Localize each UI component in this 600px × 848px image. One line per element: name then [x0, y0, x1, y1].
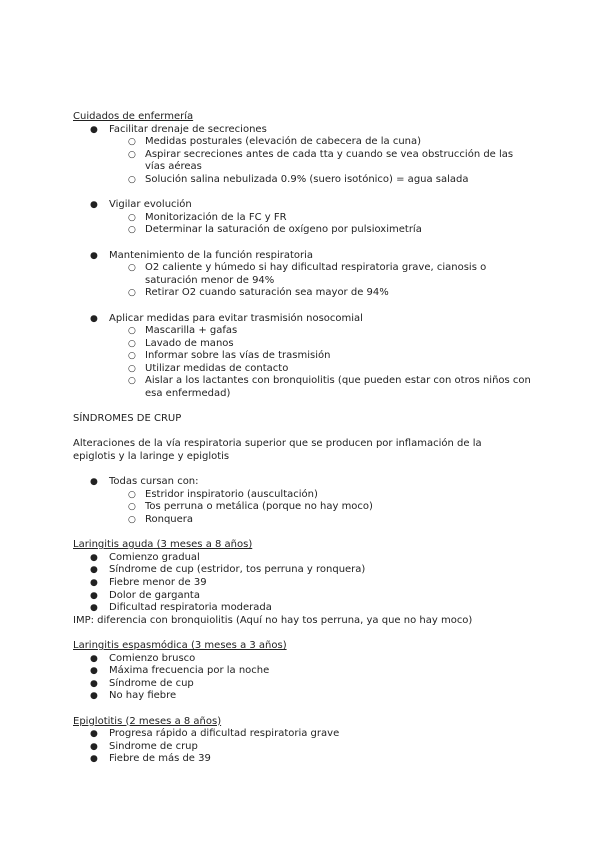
circle-bullet-icon: ○	[128, 326, 136, 337]
bullet-icon: ●	[90, 741, 98, 752]
list-item: ● Comienzo brusco	[90, 652, 196, 664]
list-item: ○ Aislar a los lactantes con bronquiolitis (que pueden estar con otros niños con esa enfermedad)	[128, 375, 531, 400]
list-item: ○ Utilizar medidas de contacto	[128, 362, 289, 374]
circle-bullet-icon: ○	[128, 338, 136, 349]
bullet-icon: ●	[90, 691, 98, 702]
list-item: ○ Tos perruna o metálica (porque no hay moco)	[128, 501, 373, 513]
circle-bullet-icon: ○	[128, 174, 136, 185]
list-item: ● Síndrome de cup	[90, 677, 194, 689]
bullet-icon: ●	[90, 200, 98, 211]
bullet-icon: ●	[90, 653, 98, 664]
circle-bullet-icon: ○	[128, 263, 136, 274]
circle-bullet-icon: ○	[128, 351, 136, 362]
document-page	[73, 111, 533, 766]
list-item: ● Mantenimiento de la función respiratoria	[90, 249, 314, 261]
important-note: IMP: diferencia con bronquiolitis (Aquí no hay tos perruna, ya que no hay moco)	[73, 614, 473, 626]
bullet-icon: ●	[90, 250, 98, 261]
list-item: ○ Lavado de manos	[128, 337, 234, 349]
list-item: ○ Monitorización de la FC y FR	[128, 211, 287, 223]
circle-bullet-icon: ○	[128, 149, 136, 160]
bullet-icon: ●	[90, 477, 98, 488]
circle-bullet-icon: ○	[128, 502, 136, 513]
section-title-laringitis-aguda: Laringitis aguda (3 meses a 8 años)	[73, 539, 253, 551]
section-title-crup: SÍNDROMES DE CRUP	[73, 413, 182, 425]
bullet-icon: ●	[90, 754, 98, 765]
list-item: ○ O2 caliente y húmedo si hay dificultad respiratoria grave, cianosis o saturación menor de 94%	[128, 262, 487, 286]
circle-bullet-icon: ○	[128, 489, 136, 500]
circle-bullet-icon: ○	[128, 225, 136, 236]
list-item: ● Vigilar evolución	[90, 199, 192, 211]
list-item: ● Fiebre menor de 39	[90, 576, 207, 588]
bullet-icon: ●	[90, 552, 98, 563]
circle-bullet-icon: ○	[128, 137, 136, 148]
list-item: ○ Estridor inspiratorio (auscultación)	[128, 488, 318, 500]
list-item: ● Todas cursan con:	[90, 476, 199, 488]
circle-bullet-icon: ○	[128, 288, 136, 299]
list-item: ● Facilitar drenaje de secreciones	[90, 123, 267, 135]
list-item: ● Sindrome de crup	[90, 740, 198, 752]
bullet-icon: ●	[90, 313, 98, 324]
circle-bullet-icon: ○	[128, 515, 136, 525]
list-item: ○ Aspirar secreciones antes de cada tta y cuando se vea obstrucción de las vías aéreas	[128, 148, 514, 173]
circle-bullet-icon: ○	[128, 363, 136, 374]
list-item: ○ Determinar la saturación de oxígeno por pulsioximetría	[128, 224, 422, 236]
list-item: ● Síndrome de cup (estridor, tos perruna y ronquera)	[90, 564, 366, 576]
circle-bullet-icon: ○	[128, 212, 136, 223]
bullet-icon: ●	[90, 124, 98, 135]
list-item: ● Fiebre de más de 39	[90, 753, 211, 765]
list-item: ● Máxima frecuencia por la noche	[90, 665, 270, 677]
bullet-icon: ●	[90, 678, 98, 689]
bullet-icon: ●	[90, 590, 98, 601]
list-item: ● Dificultad respiratoria moderada	[90, 602, 272, 614]
list-item: ● Dolor de garganta	[90, 589, 200, 601]
circle-bullet-icon: ○	[128, 376, 136, 387]
section-title-cuidados: Cuidados de enfermería	[73, 111, 194, 122]
list-item: ○ Informar sobre las vías de trasmisión	[128, 350, 331, 362]
list-item: ○ Mascarilla + gafas	[128, 325, 238, 337]
crup-intro-paragraph: Alteraciones de la vía respiratoria superior que se producen por inflamación de la epiglotis y la laringe y epiglotis	[73, 438, 482, 463]
section-title-epiglotitis: Epiglotitis (2 meses a 8 años)	[73, 715, 222, 727]
bullet-icon: ●	[90, 666, 98, 677]
bullet-icon: ●	[90, 603, 98, 614]
list-item: ● Aplicar medidas para evitar trasmisión nosocomial	[90, 312, 363, 324]
list-item: ○ Ronquera	[128, 514, 194, 525]
list-item: ○ Retirar O2 cuando saturación sea mayor de 94%	[128, 287, 389, 299]
list-item: ○ Medidas posturales (elevación de cabecera de la cuna)	[128, 136, 422, 148]
bullet-icon: ●	[90, 729, 98, 740]
section-title-laringitis-espasmodica: Laringitis espasmódica (3 meses a 3 años)	[73, 639, 287, 651]
bullet-icon: ●	[90, 565, 98, 576]
list-item: ● Progresa rápido a dificultad respiratoria grave	[90, 728, 340, 740]
list-item: ● Comienzo gradual	[90, 551, 200, 563]
list-item: ● No hay fiebre	[90, 690, 177, 702]
list-item: ○ Solución salina nebulizada 0.9% (suero isotónico) = agua salada	[128, 173, 469, 185]
bullet-icon: ●	[90, 577, 98, 588]
